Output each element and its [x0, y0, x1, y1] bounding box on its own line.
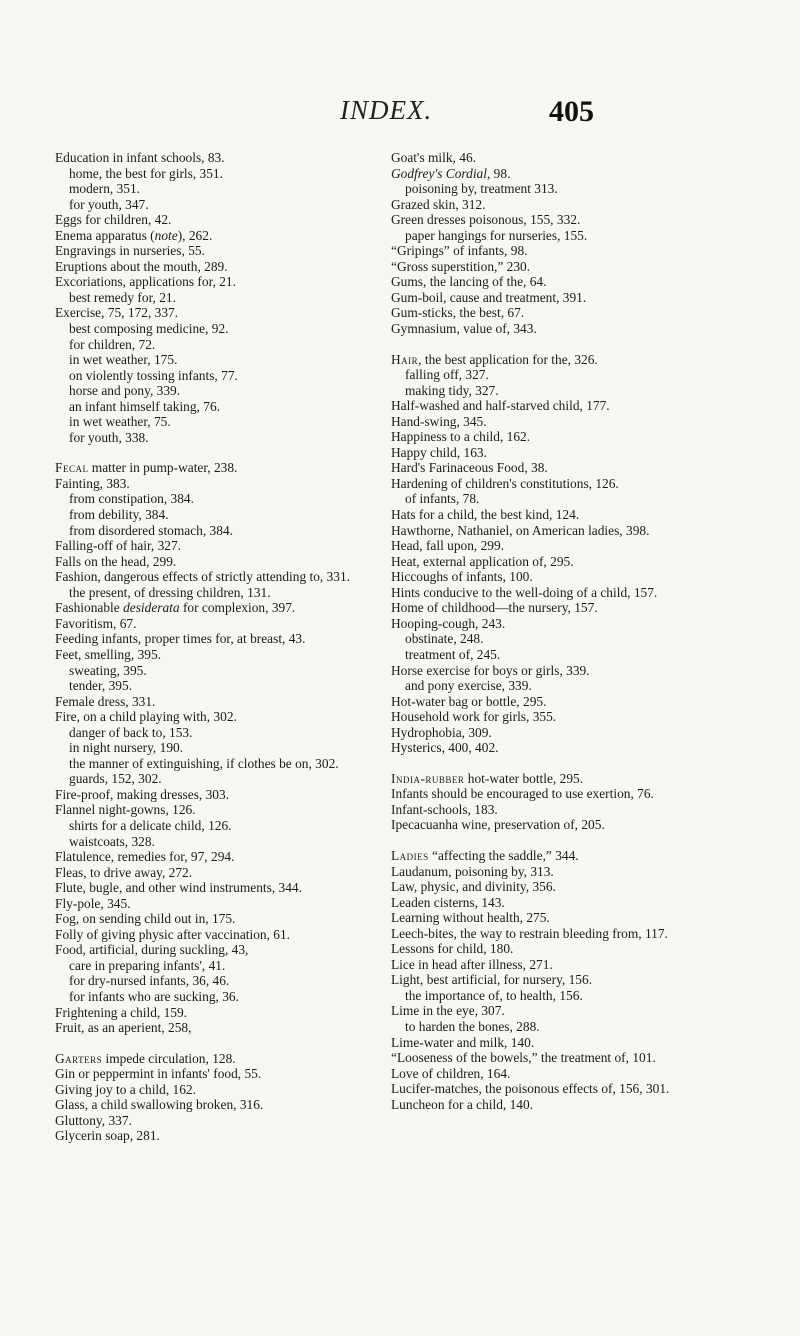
index-subentry: of infants, 78.: [405, 491, 480, 507]
index-entry: Hooping-cough, 243.: [391, 615, 506, 631]
entry-text: hot-water bottle, 295.: [464, 770, 584, 786]
index-entry: Excoriations, applications for, 21.: [55, 274, 236, 290]
index-entry: Infants should be encouraged to use exertion, 76.: [391, 786, 654, 802]
index-entry: Hand-swing, 345.: [391, 413, 487, 429]
entry-text: for complexion, 397.: [179, 600, 296, 616]
entry-lead-word: Hair: [391, 351, 419, 367]
index-entry: Head, fall upon, 299.: [391, 538, 505, 554]
entry-italic-text: Godfrey's Cordial: [391, 165, 487, 181]
entry-text: Enema apparatus (: [55, 227, 155, 243]
index-entry: Love of children, 164.: [391, 1065, 511, 1081]
index-subentry: on violently tossing infants, 77.: [69, 367, 238, 383]
index-entry: Happy child, 163.: [391, 444, 487, 460]
index-subentry: from constipation, 384.: [69, 491, 194, 507]
index-entry: [55, 460, 400, 476]
index-subentry: horse and pony, 339.: [69, 383, 181, 399]
index-subentry: an infant himself taking, 76.: [69, 398, 220, 414]
index-entry: Light, best artificial, for nursery, 156.: [391, 972, 593, 988]
index-subentry: the manner of extinguishing, if clothes be on, 302.: [69, 755, 339, 771]
index-entry: Glass, a child swallowing broken, 316.: [55, 1097, 264, 1113]
index-entry: Leaden cisterns, 143.: [391, 894, 505, 910]
index-entry: “Looseness of the bowels,” the treatment of, 101.: [391, 1050, 656, 1066]
index-subentry: to harden the bones, 288.: [405, 1018, 540, 1034]
index-subentry: making tidy, 327.: [405, 382, 499, 398]
page-header: [0, 95, 800, 135]
index-entry: Household work for girls, 355.: [391, 709, 557, 725]
index-subentry: paper hangings for nurseries, 155.: [405, 227, 588, 243]
index-entry: Hats for a child, the best kind, 124.: [391, 507, 580, 523]
index-entry: Fruit, as an aperient, 258,: [55, 1020, 192, 1036]
index-entry: Glycerin soap, 281.: [55, 1128, 160, 1144]
index-subentry: for children, 72.: [69, 336, 156, 352]
index-entry: Luncheon for a child, 140.: [391, 1096, 534, 1112]
index-subentry: best remedy for, 21.: [69, 289, 176, 305]
index-subentry: the present, of dressing children, 131.: [69, 584, 271, 600]
index-entry: Fashion, dangerous effects of strictly attending to, 331.: [55, 569, 351, 585]
index-entry: Eggs for children, 42.: [55, 212, 172, 228]
index-column-left: [55, 150, 400, 1144]
index-entry: Hints conducive to the well-doing of a child, 157.: [391, 584, 658, 600]
entry-lead-word: India-rubber: [391, 770, 465, 786]
index-entry: Falls on the head, 299.: [55, 553, 177, 569]
index-entry: Lessons for child, 180.: [391, 941, 514, 957]
index-entry: Falling-off of hair, 327.: [55, 538, 182, 554]
index-subentry: care in preparing infants', 41.: [69, 957, 226, 973]
index-subentry: falling off, 327.: [405, 367, 489, 383]
index-entry: Hydrophobia, 309.: [391, 724, 492, 740]
index-subentry: poisoning by, treatment 313.: [405, 181, 558, 197]
index-subentry: from debility, 384.: [69, 507, 169, 523]
entry-text: Fashionable: [55, 600, 124, 616]
index-entry: Hard's Farinaceous Food, 38.: [391, 460, 548, 476]
index-entry: Lucifer-matches, the poisonous effects of, 156, 301.: [391, 1081, 670, 1097]
entry-text: matter in pump-water, 238.: [88, 460, 238, 476]
index-subentry: in night nursery, 190.: [69, 740, 184, 756]
index-subentry: the importance of, to health, 156.: [405, 987, 583, 1003]
index-entry: Flute, bugle, and other wind instruments, 344.: [55, 880, 302, 896]
index-entry: Green dresses poisonous, 155, 332.: [391, 212, 581, 228]
index-subentry: for dry-nursed infants, 36, 46.: [69, 973, 230, 989]
entry-lead-word: Ladies: [391, 847, 429, 863]
index-entry: Half-washed and half-starved child, 177.: [391, 398, 610, 414]
index-subentry: sweating, 395.: [69, 662, 147, 678]
index-entry: Hawthorne, Nathaniel, on American ladies, 398.: [391, 522, 650, 538]
index-entry: Gums, the lancing of the, 64.: [391, 274, 547, 290]
index-entry: Hiccoughs of infants, 100.: [391, 569, 533, 585]
index-entry: Fog, on sending child out in, 175.: [55, 911, 236, 927]
index-entry: Eruptions about the mouth, 289.: [55, 258, 228, 274]
index-subentry: in wet weather, 75.: [69, 414, 171, 430]
index-entry: Frightening a child, 159.: [55, 1004, 188, 1020]
running-title: INDEX.: [340, 95, 433, 125]
entry-text: ), 262.: [177, 227, 213, 243]
index-entry: “Gripings” of infants, 98.: [391, 243, 528, 259]
index-subentry: for youth, 347.: [69, 196, 149, 212]
entry-text: “affecting the saddle,” 344.: [428, 847, 579, 863]
index-entry: Feeding infants, proper times for, at breast, 43.: [55, 631, 306, 647]
index-entry: Favoritism, 67.: [55, 615, 137, 631]
index-subentry: danger of back to, 153.: [69, 724, 193, 740]
index-subentry: treatment of, 245.: [405, 646, 501, 662]
index-entry: Hysterics, 400, 402.: [391, 740, 499, 756]
index-entry: Giving joy to a child, 162.: [55, 1081, 196, 1097]
index-entry: Grazed skin, 312.: [391, 196, 486, 212]
index-entry: Lime-water and milk, 140.: [391, 1034, 535, 1050]
index-entry: “Gross superstition,” 230.: [391, 258, 531, 274]
index-entry: Hardening of children's constitutions, 126.: [391, 475, 619, 491]
index-entry: Gum-boil, cause and treatment, 391.: [391, 289, 587, 305]
index-entry: Horse exercise for boys or girls, 339.: [391, 662, 590, 678]
index-subentry: tender, 395.: [69, 678, 133, 694]
index-entry: Gymnasium, value of, 343.: [391, 321, 537, 337]
entry-text: impede circulation, 128.: [102, 1050, 236, 1066]
index-entry: Goat's milk, 46.: [391, 150, 476, 165]
index-entry: [391, 771, 736, 787]
entry-text: , 98.: [486, 165, 511, 181]
index-entry: Female dress, 331.: [55, 693, 156, 709]
index-entry: [391, 166, 736, 182]
index-subentry: waistcoats, 328.: [69, 833, 155, 849]
index-entry: Engravings in nurseries, 55.: [55, 243, 205, 259]
index-entry: Fainting, 383.: [55, 475, 130, 491]
index-entry: [391, 848, 736, 864]
index-entry: Learning without health, 275.: [391, 910, 550, 926]
page-number: 405: [549, 95, 594, 128]
index-subentry: best composing medicine, 92.: [69, 321, 229, 337]
index-entry: Infant-schools, 183.: [391, 801, 498, 817]
index-subentry: shirts for a delicate child, 126.: [69, 817, 232, 833]
index-entry: Flannel night-gowns, 126.: [55, 802, 196, 818]
index-entry: Fly-pole, 345.: [55, 895, 131, 911]
index-entry: Fleas, to drive away, 272.: [55, 864, 193, 880]
index-entry: Gluttony, 337.: [55, 1112, 132, 1128]
index-entry: Ipecacuanha wine, preservation of, 205.: [391, 817, 605, 833]
index-entry: Home of childhood—the nursery, 157.: [391, 600, 598, 616]
index-entry: Gin or peppermint in infants' food, 55.: [55, 1066, 262, 1082]
entry-lead-word: Garters: [55, 1050, 103, 1066]
index-entry: Fire, on a child playing with, 302.: [55, 709, 237, 725]
index-subentry: for infants who are sucking, 36.: [69, 988, 239, 1004]
index-entry: Hot-water bag or bottle, 295.: [391, 693, 547, 709]
index-subentry: modern, 351.: [69, 181, 141, 197]
index-subentry: obstinate, 248.: [405, 631, 484, 647]
index-entry: Gum-sticks, the best, 67.: [391, 305, 525, 321]
entry-italic-text: desiderata: [123, 600, 180, 616]
index-subentry: guards, 152, 302.: [69, 771, 162, 787]
index-entry: Exercise, 75, 172, 337.: [55, 305, 179, 321]
index-entry: [55, 1051, 400, 1067]
index-entry: Laudanum, poisoning by, 313.: [391, 863, 554, 879]
entry-lead-word: Fecal: [55, 460, 89, 476]
index-entry: [55, 228, 400, 244]
index-entry: Flatulence, remedies for, 97, 294.: [55, 849, 235, 865]
index-entry: [55, 600, 400, 616]
index-subentry: from disordered stomach, 384.: [69, 522, 233, 538]
index-entry: Happiness to a child, 162.: [391, 429, 531, 445]
index-entry: Lime in the eye, 307.: [391, 1003, 505, 1019]
index-entry: Heat, external application of, 295.: [391, 553, 574, 569]
index-entry: Food, artificial, during suckling, 43,: [55, 942, 249, 958]
entry-text: , the best application for the, 326.: [418, 351, 598, 367]
index-entry: Law, physic, and divinity, 356.: [391, 879, 556, 895]
index-entry: Lice in head after illness, 271.: [391, 956, 553, 972]
index-subentry: and pony exercise, 339.: [405, 678, 532, 694]
index-subentry: in wet weather, 175.: [69, 352, 178, 368]
index-entry: Folly of giving physic after vaccination, 61.: [55, 926, 291, 942]
index-column-right: [391, 150, 736, 1112]
index-subentry: home, the best for girls, 351.: [69, 165, 223, 181]
index-entry: [391, 352, 736, 368]
entry-italic-text: note: [154, 227, 178, 243]
index-subentry: for youth, 338.: [69, 429, 149, 445]
index-entry: Education in infant schools, 83.: [55, 150, 225, 165]
index-entry: Feet, smelling, 395.: [55, 646, 162, 662]
index-entry: Fire-proof, making dresses, 303.: [55, 786, 230, 802]
index-entry: Leech-bites, the way to restrain bleeding from, 117.: [391, 925, 668, 941]
